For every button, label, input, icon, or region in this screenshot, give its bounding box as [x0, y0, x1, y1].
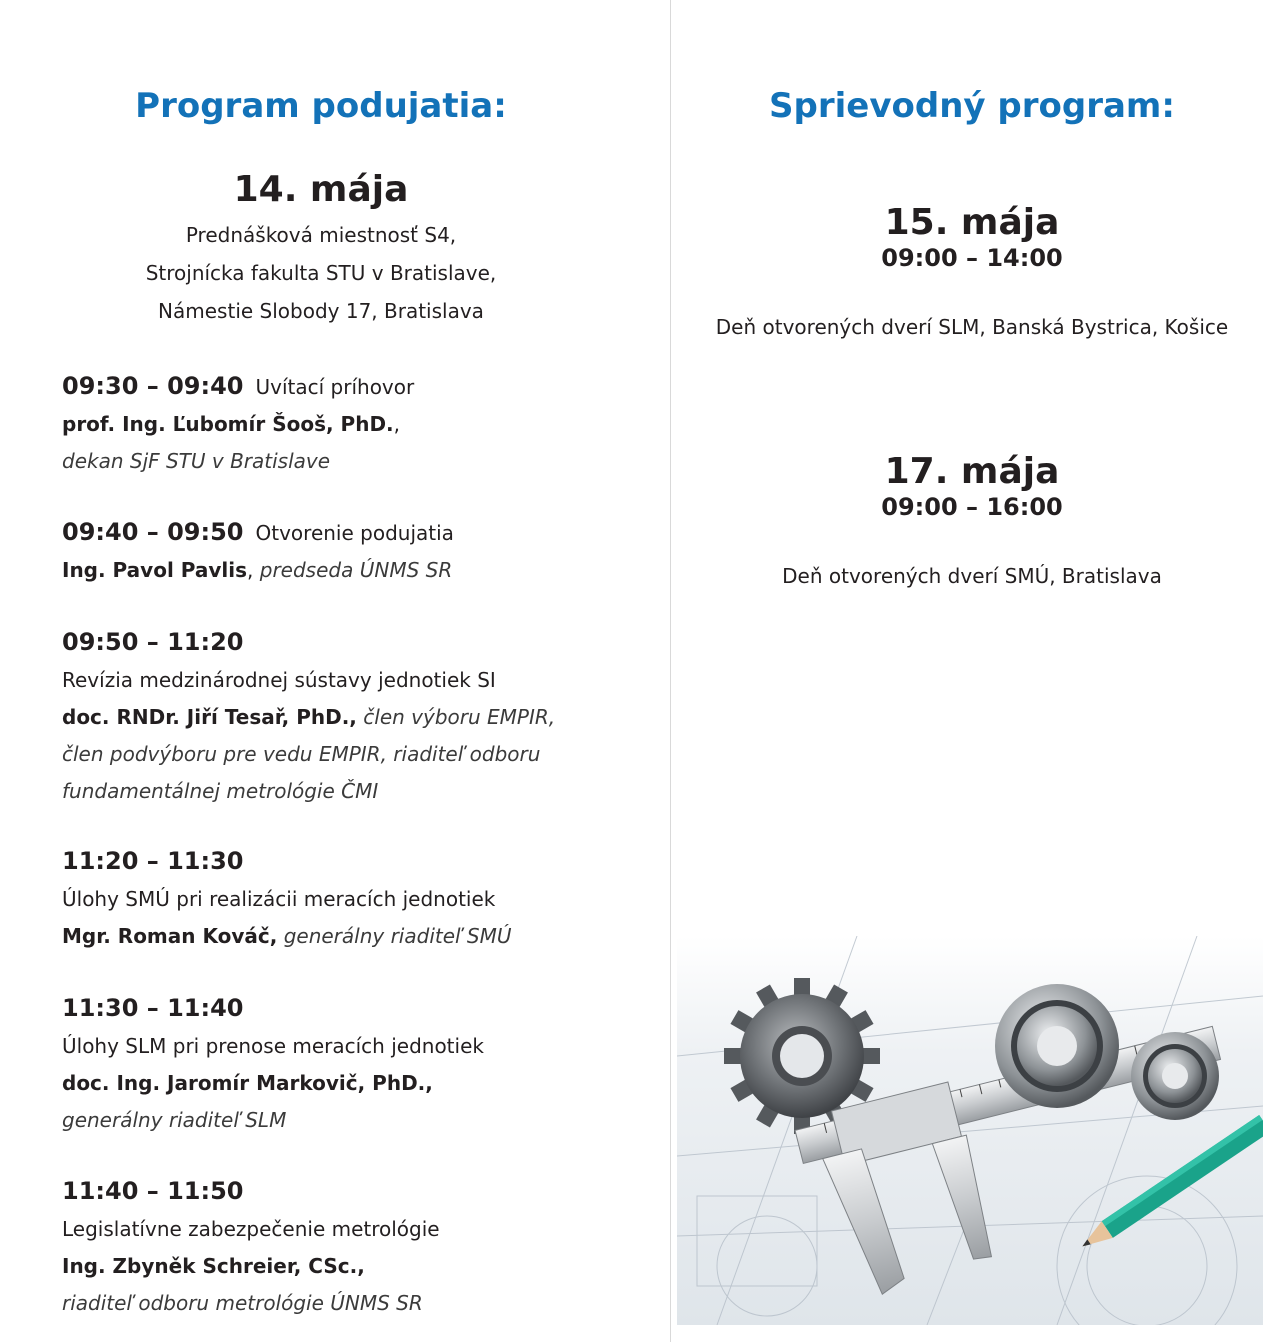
session-time: 09:50 – 11:20 — [62, 628, 244, 656]
program-heading: Program podujatia: — [135, 86, 507, 126]
speaker-role: člen výboru EMPIR, — [363, 705, 556, 729]
speaker-role: generálny riaditeľ SMÚ — [283, 924, 512, 948]
speaker-name: doc. Ing. Jaromír Markovič, PhD., — [62, 1071, 433, 1095]
event-date: 17. mája — [884, 451, 1060, 492]
session-item — [62, 624, 652, 810]
main-date: 14. mája — [233, 169, 409, 210]
session-title: Legislatívne zabezpečenie metrológie — [62, 1217, 440, 1241]
side-event — [672, 203, 1272, 341]
speaker-role: fundamentálnej metrológie ČMI — [62, 779, 379, 803]
venue-line: Prednášková miestnosť S4, — [185, 223, 457, 247]
session-time: 11:30 – 11:40 — [62, 994, 244, 1022]
speaker-role: generálny riaditeľ SLM — [62, 1108, 287, 1132]
speaker-name: Ing. Pavol Pavlis — [62, 558, 248, 582]
speaker-name: prof. Ing. Ľubomír Šooš, PhD. — [62, 412, 394, 436]
column-divider — [670, 0, 671, 1342]
event-description: Deň otvorených dverí SLM, Banská Bystrica, Košice — [715, 315, 1229, 339]
event-date: 15. mája — [884, 202, 1060, 243]
session-title: Revízia medzinárodnej sústavy jednotiek SI — [62, 668, 496, 692]
venue-line: Strojnícka fakulta STU v Bratislave, — [145, 261, 497, 285]
speaker-suffix: , — [393, 412, 401, 436]
event-hours: 09:00 – 14:00 — [881, 244, 1063, 272]
session-item — [62, 368, 652, 480]
session-time: 09:30 – 09:40 — [62, 372, 244, 400]
session-time: 11:20 – 11:30 — [62, 847, 244, 875]
session-title: Otvorenie podujatia — [255, 521, 454, 545]
engineering-photo — [677, 936, 1263, 1325]
speaker-role: dekan SjF STU v Bratislave — [62, 449, 331, 473]
session-title: Úlohy SLM pri prenose meracích jednotiek — [62, 1034, 484, 1058]
session-item — [62, 990, 652, 1139]
speaker-role: predseda ÚNMS SR — [259, 558, 453, 582]
speaker-name: Ing. Zbyněk Schreier, CSc., — [62, 1254, 365, 1278]
session-item — [62, 843, 652, 955]
session-time: 09:40 – 09:50 — [62, 518, 244, 546]
event-hours: 09:00 – 16:00 — [881, 493, 1063, 521]
speaker-role: člen podvýboru pre vedu EMPIR, riaditeľ odboru — [62, 742, 541, 766]
venue-line: Námestie Slobody 17, Bratislava — [158, 299, 484, 323]
session-title: Uvítací príhovor — [255, 375, 415, 399]
venue-block — [0, 216, 642, 330]
speaker-name: Mgr. Roman Kováč, — [62, 924, 278, 948]
session-item — [62, 1173, 652, 1322]
speaker-suffix: , — [247, 558, 260, 582]
event-description: Deň otvorených dverí SMÚ, Bratislava — [782, 564, 1162, 588]
speaker-name: doc. RNDr. Jiří Tesař, PhD., — [62, 705, 357, 729]
session-time: 11:40 – 11:50 — [62, 1177, 244, 1205]
side-program-heading: Sprievodný program: — [769, 86, 1175, 126]
side-event — [672, 452, 1272, 590]
speaker-role: riaditeľ odboru metrológie ÚNMS SR — [62, 1291, 423, 1315]
session-title: Úlohy SMÚ pri realizácii meracích jednotiek — [62, 887, 496, 911]
engineering-illustration — [677, 936, 1263, 1325]
session-item — [62, 514, 652, 589]
